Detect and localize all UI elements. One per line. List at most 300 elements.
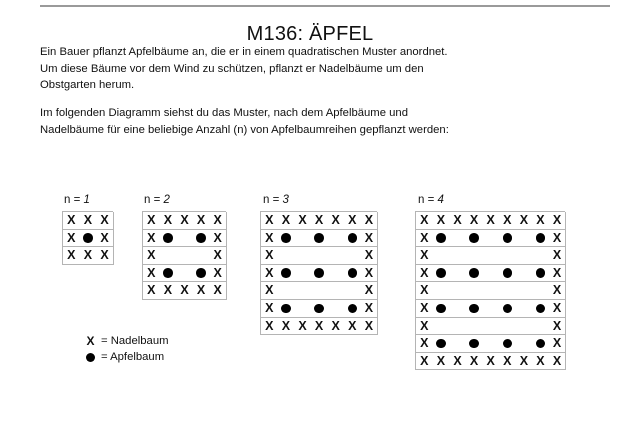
conifer-cell (416, 282, 434, 300)
conifer-cell (416, 247, 434, 265)
conifer-cell (416, 353, 434, 371)
empty-cell (516, 300, 534, 318)
conifer-cell (482, 212, 500, 230)
apple-tree-cell (466, 335, 484, 353)
empty-cell (327, 230, 345, 248)
conifer-icon: X (265, 318, 274, 333)
conifer-icon: X (503, 353, 512, 368)
apple-tree-icon (469, 339, 479, 349)
empty-cell (449, 247, 467, 265)
figure-n-value: 4 (437, 194, 444, 206)
conifer-icon: X (163, 283, 173, 298)
empty-cell (193, 247, 211, 265)
conifer-icon: X (503, 213, 512, 228)
empty-cell (466, 247, 484, 265)
text-line: Um diese Bäume vor dem Wind zu schützen, pflanzt er Nadelbäume um den (40, 62, 424, 75)
empty-cell (294, 300, 312, 318)
empty-cell (482, 247, 500, 265)
empty-cell (278, 247, 296, 265)
apple-tree-cell (532, 335, 550, 353)
text-line: Ein Bauer pflanzt Apfelbäume an, die er in einem quadratischen Muster anordnet. (40, 46, 448, 58)
conifer-cell (449, 353, 467, 371)
conifer-cell (516, 212, 534, 230)
empty-cell (294, 230, 312, 248)
conifer-icon: X (420, 301, 429, 316)
conifer-icon: X (552, 248, 562, 263)
apple-tree-cell (311, 265, 329, 283)
figure-n1-grid (62, 211, 113, 265)
conifer-cell (261, 282, 279, 300)
page-title: M136: ÄPFEL (246, 23, 374, 46)
conifer-cell (361, 230, 379, 248)
conifer-cell (361, 318, 379, 336)
empty-cell (311, 247, 329, 265)
conifer-cell (416, 335, 434, 353)
conifer-icon: X (147, 230, 156, 245)
figure-n4-grid (415, 211, 565, 370)
empty-cell (466, 318, 484, 336)
conifer-icon: X (364, 230, 374, 245)
apple-tree-cell (344, 230, 362, 248)
conifer-cell (449, 212, 467, 230)
empty-cell (449, 335, 467, 353)
apple-tree-cell (278, 265, 296, 283)
conifer-icon: X (364, 318, 374, 333)
text-line: Obstgarten herum. (40, 79, 135, 91)
empty-cell (327, 282, 345, 300)
conifer-icon: X (552, 265, 562, 280)
conifer-icon: X (552, 318, 562, 333)
conifer-icon: X (420, 265, 429, 280)
conifer-cell (209, 212, 227, 230)
empty-cell (344, 282, 362, 300)
empty-cell (482, 265, 500, 283)
conifer-icon: X (436, 353, 446, 368)
empty-cell (449, 282, 467, 300)
conifer-cell (80, 247, 98, 265)
apple-tree-cell (278, 300, 296, 318)
apple-tree-icon (196, 268, 206, 278)
figure-n4 (415, 194, 565, 370)
empty-cell (499, 247, 517, 265)
conifer-icon: X (100, 248, 109, 263)
conifer-icon: X (100, 213, 109, 228)
apple-tree-icon (281, 233, 291, 243)
conifer-cell (327, 212, 345, 230)
conifer-cell (549, 247, 567, 265)
apple-tree-cell (344, 300, 362, 318)
conifer-icon: X (486, 213, 495, 228)
conifer-cell (361, 265, 379, 283)
apple-tree-cell (532, 265, 550, 283)
conifer-icon: X (265, 230, 274, 245)
conifer-icon: X (364, 265, 374, 280)
empty-cell (516, 318, 534, 336)
apple-tree-icon (163, 268, 173, 278)
conifer-icon: X (147, 265, 156, 280)
legend-label: = Apfelbaum (101, 350, 165, 363)
apple-tree-icon (84, 353, 97, 362)
apple-tree-cell (193, 265, 211, 283)
conifer-cell (344, 212, 362, 230)
apple-tree-dot (86, 353, 95, 362)
conifer-icon: X (180, 283, 189, 298)
apple-tree-icon (436, 233, 446, 243)
conifer-cell (361, 282, 379, 300)
apple-tree-cell (532, 230, 550, 248)
apple-tree-cell (499, 335, 517, 353)
conifer-cell (209, 282, 227, 300)
conifer-icon: X (213, 230, 222, 245)
conifer-cell (433, 353, 451, 371)
conifer-cell (549, 282, 567, 300)
empty-cell (516, 282, 534, 300)
conifer-cell (361, 247, 379, 265)
apple-tree-icon (503, 339, 513, 349)
conifer-cell (466, 212, 484, 230)
empty-cell (433, 318, 451, 336)
conifer-icon: X (552, 301, 562, 316)
figure-n3-grid (260, 211, 377, 335)
figure-n1-label: n = 1 (64, 194, 90, 206)
conifer-cell (176, 282, 194, 300)
apple-tree-cell (466, 300, 484, 318)
conifer-icon: X (552, 230, 562, 245)
apple-tree-icon (314, 233, 324, 243)
legend (84, 334, 169, 365)
conifer-cell (361, 300, 379, 318)
conifer-icon: X (519, 353, 529, 368)
conifer-icon: X (265, 301, 274, 316)
apple-tree-icon (314, 268, 324, 278)
figure-n2 (142, 194, 226, 300)
conifer-cell (209, 230, 227, 248)
empty-cell (433, 247, 451, 265)
empty-cell (482, 335, 500, 353)
apple-tree-icon (348, 304, 358, 314)
conifer-icon: X (314, 213, 324, 228)
conifer-icon: X (298, 318, 307, 333)
empty-cell (482, 282, 500, 300)
conifer-icon: X (83, 248, 93, 263)
conifer-icon: X (281, 213, 291, 228)
conifer-cell (549, 335, 567, 353)
text-line: Nadelbäume für eine beliebige Anzahl (n) von Apfelbaumreihen gepflanzt werden: (40, 123, 449, 136)
apple-tree-icon (503, 268, 513, 278)
conifer-cell (80, 212, 98, 230)
conifer-icon: X (552, 336, 562, 351)
text-line: Im folgenden Diagramm siehst du das Muster, nach dem Apfelbäume und (40, 107, 408, 119)
conifer-cell (416, 300, 434, 318)
conifer-cell (96, 247, 114, 265)
apple-tree-icon (436, 304, 446, 314)
conifer-icon: X (265, 213, 274, 228)
empty-cell (516, 335, 534, 353)
apple-tree-cell (160, 265, 178, 283)
conifer-cell (549, 265, 567, 283)
empty-cell (482, 230, 500, 248)
empty-cell (327, 265, 345, 283)
legend-label: = Nadelbaum (101, 335, 169, 347)
conifer-icon: X (67, 248, 76, 263)
apple-tree-cell (344, 265, 362, 283)
conifer-cell (261, 318, 279, 336)
conifer-cell (361, 212, 379, 230)
apple-tree-icon (469, 268, 479, 278)
conifer-cell (209, 247, 227, 265)
conifer-icon: X (265, 265, 274, 280)
conifer-icon: X (420, 318, 429, 333)
apple-tree-icon (469, 304, 479, 314)
apple-tree-cell (433, 335, 451, 353)
empty-cell (176, 230, 194, 248)
conifer-icon: X (519, 213, 529, 228)
conifer-icon: X (100, 230, 109, 245)
conifer-cell (278, 212, 296, 230)
conifer-icon: X (348, 213, 357, 228)
empty-cell (278, 282, 296, 300)
apple-tree-icon (196, 233, 206, 243)
conifer-icon: X (536, 353, 545, 368)
conifer-icon: X (213, 248, 222, 263)
apple-tree-cell (433, 265, 451, 283)
conifer-icon: X (469, 353, 479, 368)
empty-cell (466, 282, 484, 300)
empty-cell (344, 247, 362, 265)
conifer-icon: X (331, 213, 340, 228)
apple-tree-cell (499, 230, 517, 248)
empty-cell (311, 282, 329, 300)
apple-tree-icon (536, 339, 546, 349)
apple-tree-icon (83, 233, 93, 243)
conifer-cell (416, 265, 434, 283)
conifer-icon: X (265, 283, 274, 298)
conifer-icon: X (147, 283, 156, 298)
empty-cell (294, 247, 312, 265)
empty-cell (176, 247, 194, 265)
legend-row (84, 350, 169, 366)
conifer-cell (261, 300, 279, 318)
conifer-icon: X (364, 301, 374, 316)
empty-cell (516, 230, 534, 248)
apple-tree-cell (160, 230, 178, 248)
conifer-cell (416, 212, 434, 230)
conifer-icon: X (364, 283, 374, 298)
empty-cell (294, 265, 312, 283)
conifer-cell (516, 353, 534, 371)
conifer-icon: X (486, 353, 495, 368)
apple-tree-icon (314, 304, 324, 314)
conifer-cell (327, 318, 345, 336)
apple-tree-cell (80, 230, 98, 248)
conifer-icon: X (67, 213, 76, 228)
empty-cell (449, 265, 467, 283)
conifer-cell (532, 353, 550, 371)
conifer-cell (96, 212, 114, 230)
empty-cell (176, 265, 194, 283)
legend-row (84, 334, 169, 350)
empty-cell (482, 318, 500, 336)
empty-cell (499, 318, 517, 336)
empty-cell (449, 230, 467, 248)
conifer-cell (96, 230, 114, 248)
apple-tree-cell (433, 300, 451, 318)
conifer-cell (499, 212, 517, 230)
empty-cell (327, 300, 345, 318)
conifer-icon: X (196, 283, 206, 298)
conifer-cell (143, 282, 161, 300)
conifer-cell (416, 318, 434, 336)
conifer-cell (193, 212, 211, 230)
conifer-cell (143, 230, 161, 248)
conifer-cell (160, 212, 178, 230)
conifer-cell (549, 230, 567, 248)
conifer-icon: X (420, 248, 429, 263)
empty-cell (327, 247, 345, 265)
conifer-cell (416, 230, 434, 248)
conifer-cell (261, 247, 279, 265)
conifer-icon: X (469, 213, 479, 228)
empty-cell (433, 282, 451, 300)
conifer-icon: X (552, 353, 562, 368)
conifer-icon: X (420, 230, 429, 245)
conifer-cell (499, 353, 517, 371)
conifer-cell (261, 212, 279, 230)
figure-n-value: 2 (163, 194, 170, 206)
conifer-cell (549, 318, 567, 336)
conifer-icon: X (86, 334, 95, 348)
empty-cell (482, 300, 500, 318)
conifer-cell (176, 212, 194, 230)
empty-cell (449, 318, 467, 336)
conifer-cell (143, 265, 161, 283)
conifer-cell (482, 353, 500, 371)
conifer-icon: X (453, 353, 462, 368)
conifer-cell (311, 212, 329, 230)
conifer-icon: X (436, 213, 446, 228)
conifer-icon: X (420, 213, 429, 228)
empty-cell (532, 282, 550, 300)
figure-n-value: 1 (83, 194, 90, 206)
conifer-cell (433, 212, 451, 230)
apple-tree-icon (536, 233, 546, 243)
conifer-icon: X (163, 213, 173, 228)
conifer-cell (532, 212, 550, 230)
apple-tree-cell (499, 265, 517, 283)
conifer-cell (63, 247, 81, 265)
conifer-icon: X (364, 213, 374, 228)
conifer-icon: X (67, 230, 76, 245)
conifer-icon: X (348, 318, 357, 333)
conifer-cell (143, 212, 161, 230)
figure-n2-label: n = 2 (144, 194, 170, 206)
apple-tree-cell (278, 230, 296, 248)
conifer-icon: X (364, 248, 374, 263)
conifer-icon: X (331, 318, 340, 333)
figure-n4-label: n = 4 (418, 194, 444, 206)
conifer-cell (549, 212, 567, 230)
apple-tree-icon (536, 268, 546, 278)
conifer-cell (311, 318, 329, 336)
conifer-cell (549, 353, 567, 371)
conifer-icon: X (83, 213, 93, 228)
conifer-icon: X (420, 336, 429, 351)
figure-n1 (62, 194, 113, 265)
conifer-icon: X (147, 248, 156, 263)
apple-tree-icon (503, 304, 513, 314)
apple-tree-cell (311, 230, 329, 248)
conifer-icon: X (265, 248, 274, 263)
conifer-cell (143, 247, 161, 265)
conifer-cell (160, 282, 178, 300)
apple-tree-cell (466, 265, 484, 283)
conifer-cell (466, 353, 484, 371)
apple-tree-cell (433, 230, 451, 248)
apple-tree-cell (311, 300, 329, 318)
apple-tree-cell (499, 300, 517, 318)
conifer-cell (344, 318, 362, 336)
conifer-icon: X (552, 213, 562, 228)
figure-n3 (260, 194, 377, 335)
conifer-icon: X (196, 213, 206, 228)
conifer-icon: X (314, 318, 324, 333)
apple-tree-icon (436, 268, 446, 278)
conifer-cell (294, 212, 312, 230)
apple-tree-icon (536, 304, 546, 314)
apple-tree-icon (436, 339, 446, 349)
apple-tree-cell (532, 300, 550, 318)
conifer-cell (278, 318, 296, 336)
conifer-icon: X (420, 283, 429, 298)
conifer-icon: X (453, 213, 462, 228)
conifer-icon: X (213, 283, 222, 298)
conifer-icon: X (281, 318, 291, 333)
empty-cell (449, 300, 467, 318)
apple-tree-icon (503, 233, 513, 243)
apple-tree-cell (466, 230, 484, 248)
empty-cell (532, 318, 550, 336)
figure-n2-grid (142, 211, 226, 300)
apple-tree-icon (281, 268, 291, 278)
conifer-icon: X (213, 213, 222, 228)
empty-cell (294, 282, 312, 300)
apple-tree-cell (193, 230, 211, 248)
conifer-icon: X (180, 213, 189, 228)
conifer-icon: X (420, 353, 429, 368)
conifer-cell (294, 318, 312, 336)
conifer-icon: X (213, 265, 222, 280)
conifer-cell (209, 265, 227, 283)
conifer-cell (261, 265, 279, 283)
apple-tree-icon (348, 268, 358, 278)
conifer-cell (63, 212, 81, 230)
figure-n3-label: n = 3 (263, 194, 289, 206)
conifer-icon: X (536, 213, 545, 228)
conifer-icon: X (147, 213, 156, 228)
empty-cell (516, 265, 534, 283)
empty-cell (532, 247, 550, 265)
empty-cell (160, 247, 178, 265)
empty-cell (516, 247, 534, 265)
conifer-cell (63, 230, 81, 248)
apple-tree-icon (281, 304, 291, 314)
conifer-icon: X (298, 213, 307, 228)
conifer-cell (193, 282, 211, 300)
apple-tree-icon (163, 233, 173, 243)
conifer-cell (549, 300, 567, 318)
figure-n-value: 3 (282, 194, 289, 206)
empty-cell (499, 282, 517, 300)
